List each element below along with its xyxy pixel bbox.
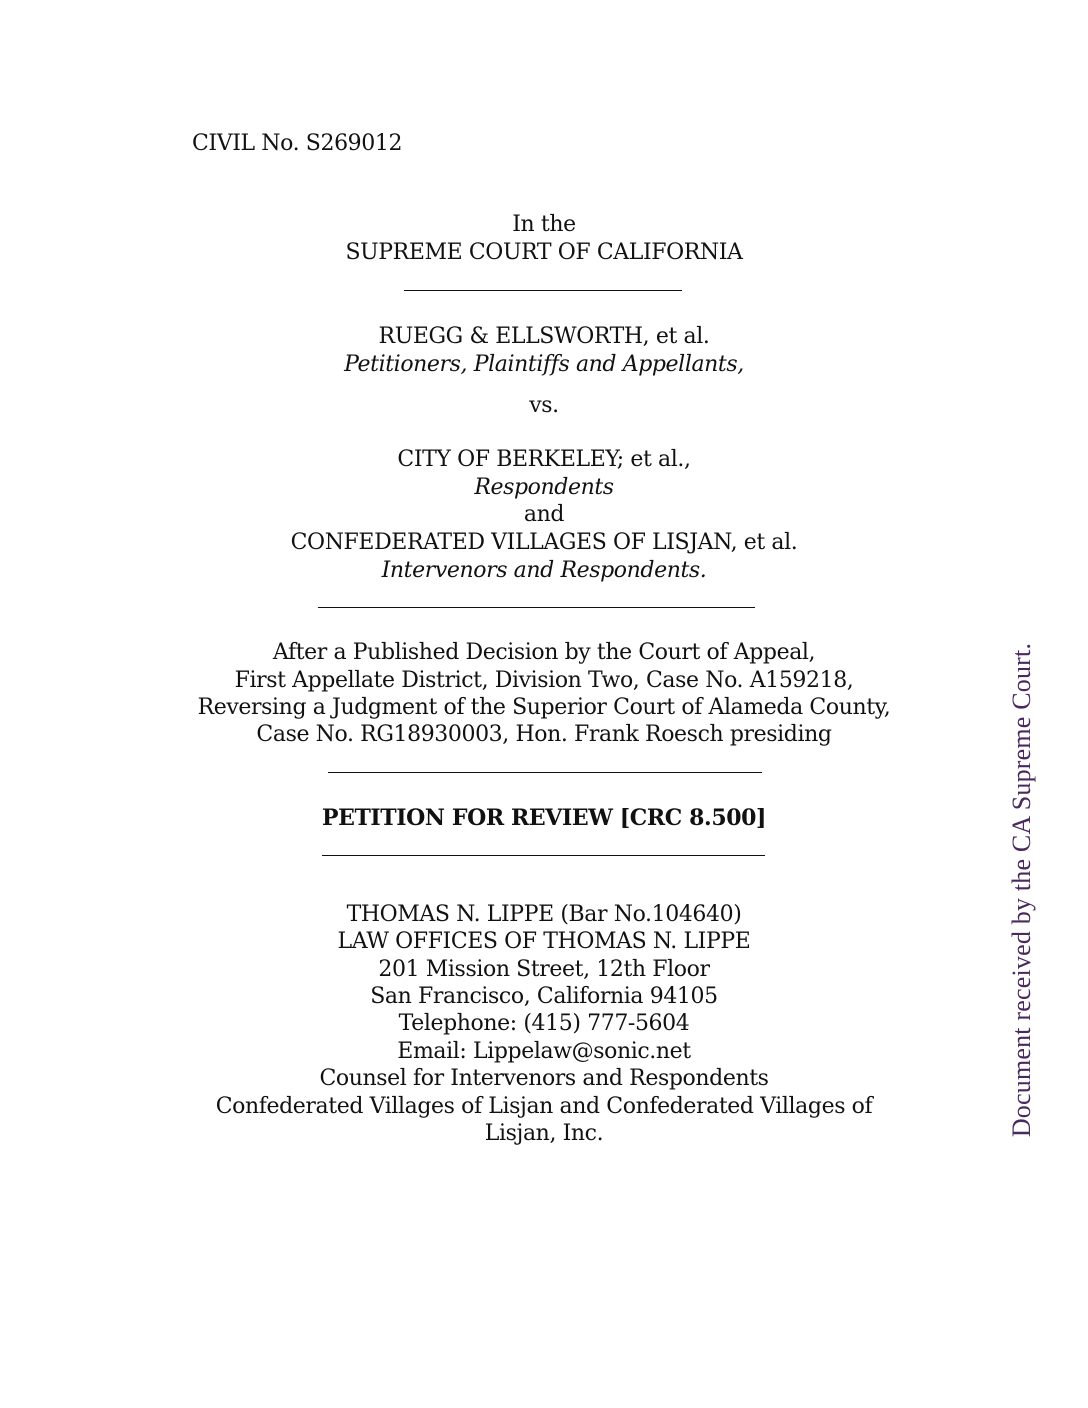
case-number: CIVIL No. S269012 xyxy=(192,131,403,156)
counsel-line-6: Email: Lippelaw@sonic.net xyxy=(397,1039,691,1064)
court-prefix: In the xyxy=(512,212,576,237)
divider-3 xyxy=(328,772,762,773)
document-title: PETITION FOR REVIEW [CRC 8.500] xyxy=(321,805,767,831)
appeal-line-1: After a Published Decision by the Court of Appeal, xyxy=(272,640,816,665)
respondents-role: Respondents xyxy=(474,475,614,500)
receipt-stamp: Document received by the CA Supreme Court. xyxy=(1007,642,1036,1138)
appeal-line-4: Case No. RG18930003, Hon. Frank Roesch presiding xyxy=(256,722,832,747)
court-name: SUPREME COURT OF CALIFORNIA xyxy=(345,240,743,265)
counsel-line-5: Telephone: (415) 777-5604 xyxy=(398,1011,690,1036)
respondents-name: CITY OF BERKELEY; et al., xyxy=(397,447,691,472)
counsel-line-4: San Francisco, California 94105 xyxy=(370,984,718,1009)
petitioners-name: RUEGG & ELLSWORTH, et al. xyxy=(378,324,710,349)
divider-4 xyxy=(322,855,765,856)
appeal-line-3: Reversing a Judgment of the Superior Court of Alameda County, xyxy=(197,695,891,720)
counsel-line-2: LAW OFFICES OF THOMAS N. LIPPE xyxy=(337,929,751,954)
divider-1 xyxy=(404,290,682,291)
versus: vs. xyxy=(529,393,559,418)
counsel-line-7: Counsel for Intervenors and Respondents xyxy=(319,1066,769,1091)
intervenors-role: Intervenors and Respondents. xyxy=(381,558,707,583)
appeal-line-2: First Appellate District, Division Two, Case No. A159218, xyxy=(234,668,854,693)
intervenors-name: CONFEDERATED VILLAGES OF LISJAN, et al. xyxy=(290,530,798,555)
counsel-line-9: Lisjan, Inc. xyxy=(484,1121,604,1146)
counsel-line-8: Confederated Villages of Lisjan and Confederated Villages of xyxy=(215,1094,873,1119)
counsel-line-3: 201 Mission Street, 12th Floor xyxy=(378,957,710,982)
divider-2 xyxy=(318,607,755,608)
petitioners-role: Petitioners, Plaintiffs and Appellants, xyxy=(344,352,744,377)
conjunction-and: and xyxy=(523,502,565,527)
counsel-line-1: THOMAS N. LIPPE (Bar No.104640) xyxy=(346,902,742,927)
